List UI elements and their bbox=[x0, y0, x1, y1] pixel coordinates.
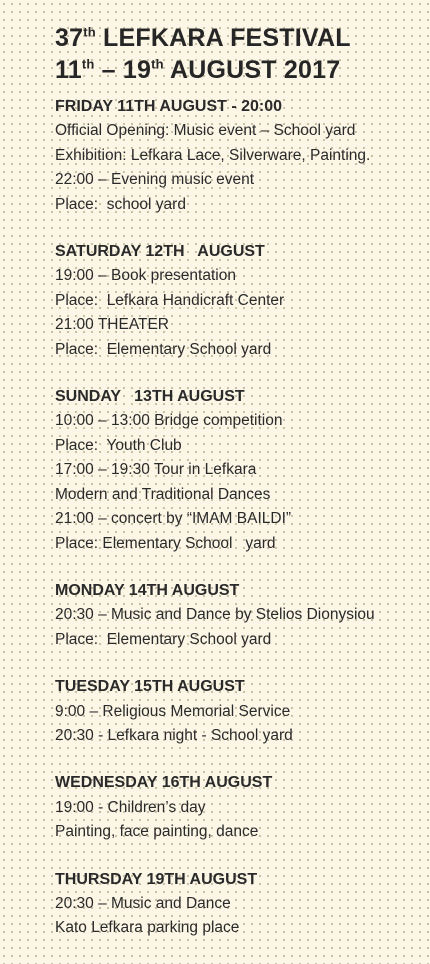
event-line: Official Opening: Music event – School yard bbox=[55, 122, 356, 140]
event-line: Place: Elementary School yard bbox=[55, 534, 276, 552]
day-heading: FRIDAY 11TH AUGUST - 20:00 bbox=[55, 98, 283, 115]
event-line: 20:30 - Lefkara night - School yard bbox=[55, 726, 293, 744]
event-line: 21:00 – concert by “IMAM BAILDI” bbox=[55, 510, 292, 528]
festival-name: LEFKARA FESTIVAL bbox=[95, 24, 351, 52]
day-block bbox=[55, 95, 425, 217]
end-date: – 19 bbox=[94, 56, 152, 84]
event-line: Painting, face painting, dance bbox=[55, 823, 259, 841]
day-heading: WEDNESDAY 16TH AUGUST bbox=[55, 774, 273, 792]
day-block bbox=[55, 385, 425, 556]
event-line: 17:00 – 19:30 Tour in Lefkara bbox=[55, 461, 257, 479]
edition-number: 37 bbox=[55, 24, 84, 52]
day-block bbox=[55, 579, 425, 652]
festival-title bbox=[55, 22, 351, 86]
day-block bbox=[55, 868, 425, 941]
event-line: 10:00 – 13:00 Bridge competition bbox=[55, 412, 283, 430]
day-heading: SUNDAY 13TH AUGUST bbox=[55, 388, 245, 406]
day-block bbox=[55, 675, 425, 748]
event-line: Place: Youth Club bbox=[55, 436, 182, 454]
event-line: 21:00 THEATER bbox=[55, 316, 170, 334]
event-line: Kato Lefkara parking place bbox=[55, 919, 240, 937]
event-line: Place: Elementary School yard bbox=[55, 630, 272, 648]
event-line: 22:00 – Evening music event bbox=[55, 171, 255, 189]
edition-ordinal: th bbox=[83, 24, 96, 40]
day-heading: MONDAY 14TH AUGUST bbox=[55, 581, 240, 599]
event-line: Place: school yard bbox=[55, 195, 186, 213]
day-block bbox=[55, 771, 425, 844]
event-line: Modern and Traditional Dances bbox=[55, 485, 271, 503]
event-line: 9:00 – Religious Memorial Service bbox=[55, 702, 291, 720]
event-line: Place: Lefkara Handicraft Center bbox=[55, 291, 285, 309]
month-year: AUGUST 2017 bbox=[163, 56, 341, 84]
day-heading: THURSDAY 19TH AUGUST bbox=[55, 870, 258, 888]
event-line: 20:30 – Music and Dance bbox=[55, 894, 231, 912]
end-date-ordinal: th bbox=[151, 56, 164, 72]
event-line: Place: Elementary School yard bbox=[55, 340, 272, 358]
day-heading: TUESDAY 15TH AUGUST bbox=[55, 678, 245, 696]
title-line-1 bbox=[55, 24, 351, 52]
day-block bbox=[55, 240, 425, 362]
event-line: 19:00 – Book presentation bbox=[55, 267, 236, 285]
festival-program bbox=[55, 95, 425, 964]
start-date-ordinal: th bbox=[81, 56, 95, 72]
event-line: 19:00 - Children’s day bbox=[55, 798, 206, 816]
event-line: Exhibition: Lefkara Lace, Silverware, Painting. bbox=[55, 146, 371, 164]
start-date: 11 bbox=[55, 56, 82, 84]
day-heading: SATURDAY 12TH AUGUST bbox=[55, 243, 265, 261]
title-line-2 bbox=[55, 56, 340, 84]
event-line: 20:30 – Music and Dance by Stelios Dionysiou bbox=[55, 606, 375, 624]
